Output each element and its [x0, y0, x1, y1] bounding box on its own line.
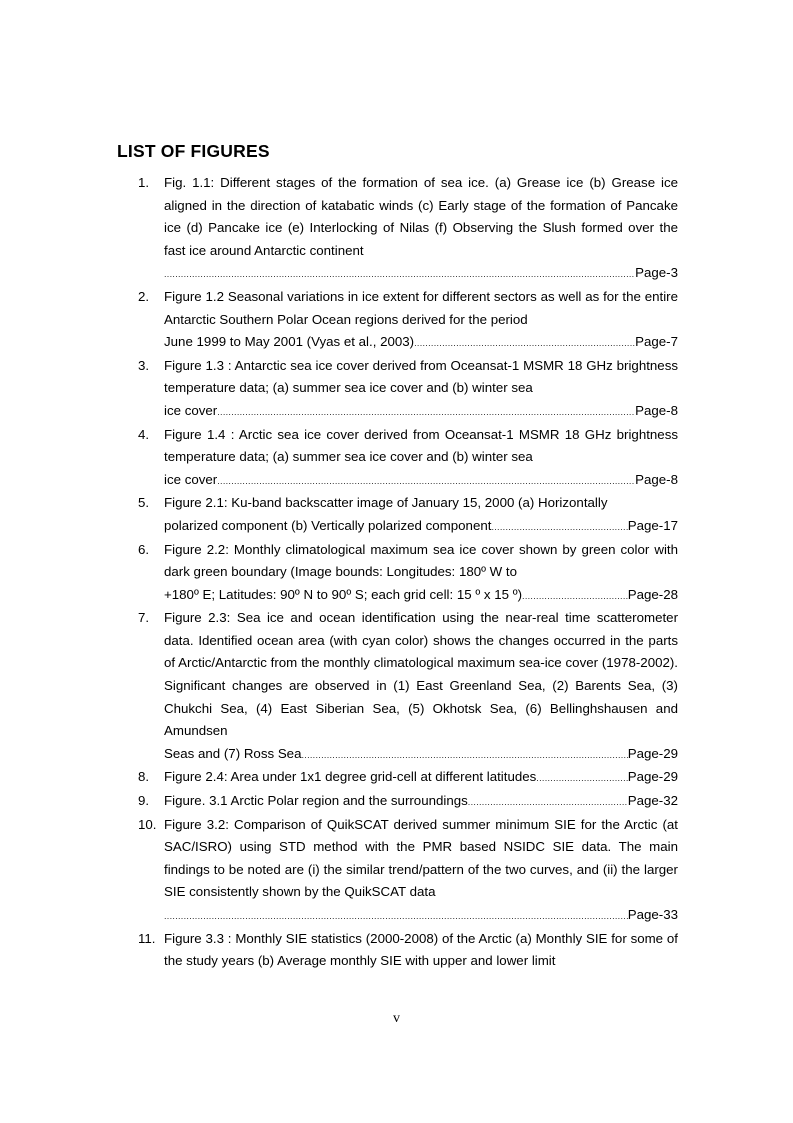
page-reference: Page-3: [635, 265, 678, 281]
leader-line: [164, 584, 678, 608]
figure-caption: Figure 2.1: Ku-band backscatter image of January 15, 2000 (a) Horizontally: [164, 495, 608, 511]
page-reference: Page-32: [627, 793, 678, 809]
list-item: [138, 355, 678, 424]
list-item: [138, 539, 678, 608]
item-number: 8.: [138, 769, 150, 785]
leader-line: [164, 904, 678, 928]
page-number: v: [393, 1011, 400, 1026]
dot-leader: [164, 905, 628, 928]
list-item: [138, 286, 678, 355]
list-item: [138, 172, 678, 286]
caption-tail: ice cover: [164, 471, 218, 487]
leader-line: [164, 469, 678, 493]
leader-line: [164, 515, 678, 539]
caption-tail: ice cover: [164, 402, 218, 418]
caption-tail: +180º E; Latitudes: 90º N to 90º S; each grid cell: 15 º x 15 º): [164, 586, 523, 602]
leader-line: [164, 743, 678, 767]
figure-caption: Figure 2.3: Sea ice and ocean identification using the near-real time scatterometer data. Identified ocean area (with cyan color) shows the changes occurred in the parts of Arctic/Antarctic from the monthly climatological maximum sea-ice cover (1978-2002). Significant changes are observed in (1) East Greenland Sea, (2) Barents Sea, (3) Chukchi Sea, (4) East Siberian Sea, (5) Okhotsk Sea, (6) Bellinghshausen and Amundsen: [164, 610, 678, 739]
dot-leader: [468, 791, 628, 814]
leader-line: [164, 400, 678, 424]
page-reference: Page-8: [635, 402, 678, 418]
dot-leader: [522, 585, 628, 608]
dot-leader: [301, 744, 627, 767]
item-number: 3.: [138, 357, 150, 373]
item-number: 11.: [138, 930, 156, 946]
item-number: 10.: [138, 816, 157, 832]
leader-line: [164, 790, 678, 814]
dot-leader: [217, 470, 635, 493]
list-item: [138, 766, 678, 790]
list-item: [138, 492, 678, 538]
caption-tail: Figure. 3.1 Arctic Polar region and the surroundings: [164, 793, 468, 809]
page-reference: Page-29: [627, 769, 678, 785]
page-reference: Page-33: [627, 907, 678, 922]
item-number: 7.: [138, 610, 150, 626]
list-item: [138, 928, 678, 973]
item-number: 9.: [138, 793, 150, 809]
list-item: [138, 814, 678, 928]
figure-caption: Figure 2.2: Monthly climatological maximum sea ice cover shown by green color with dark green boundary (Image bounds: Longitudes: 180º W to: [164, 541, 678, 580]
item-number: 4.: [138, 426, 150, 442]
page-reference: Page-29: [627, 745, 678, 761]
item-number: 2.: [138, 288, 150, 304]
figure-caption: Figure 1.3 : Antarctic sea ice cover derived from Oceansat-1 MSMR 18 GHz brightness temperature data; (a) summer sea ice cover and (b) winter sea: [164, 357, 678, 396]
figure-caption: Fig. 1.1: Different stages of the formation of sea ice. (a) Grease ice (b) Grease ice aligned in the direction of katabatic winds (c) Early stage of the formation of Pancake ice (d) Pancake ice (e) Interlocking of Nilas (f) Observing the Slush formed over the fast ice around Antarctic continent: [164, 175, 678, 258]
dot-leader: [414, 332, 635, 355]
item-number: 6.: [138, 541, 150, 557]
page-reference: Page-7: [635, 334, 678, 350]
figure-list: [138, 172, 678, 973]
dot-leader: [536, 767, 627, 790]
page-reference: Page-8: [635, 471, 678, 487]
page-reference: Page-17: [627, 517, 678, 533]
dot-leader: [164, 263, 635, 286]
leader-line: [164, 766, 678, 790]
figure-caption: Figure 1.4 : Arctic sea ice cover derived from Oceansat-1 MSMR 18 GHz brightness temperature data; (a) summer sea ice cover and (b) winter sea: [164, 426, 678, 465]
list-item: [138, 424, 678, 493]
list-item: [138, 790, 678, 814]
caption-tail: Figure 2.4: Area under 1x1 degree grid-cell at different latitudes: [164, 769, 537, 785]
leader-line: [164, 331, 678, 355]
leader-line: [164, 262, 678, 286]
list-item: [138, 607, 678, 766]
caption-tail: polarized component (b) Vertically polarized component: [164, 517, 492, 533]
page-title: LIST OF FIGURES: [117, 141, 270, 161]
caption-tail: June 1999 to May 2001 (Vyas et al., 2003): [164, 334, 415, 350]
item-number: 1.: [138, 175, 150, 190]
caption-tail: Seas and (7) Ross Sea: [164, 745, 302, 761]
figure-caption: Figure 1.2 Seasonal variations in ice extent for different sectors as well as for the entire Antarctic Southern Polar Ocean regions derived for the period: [164, 288, 678, 327]
dot-leader: [491, 516, 627, 539]
page-reference: Page-28: [627, 586, 678, 602]
figure-caption: Figure 3.2: Comparison of QuikSCAT derived summer minimum SIE for the Arctic (at SAC/ISRO) using STD method with the PMR based NSIDC SIE data. The main findings to be noted are (i) the similar trend/pattern of the two curves, and (ii) the larger SIE consistently shown by the QuikSCAT data: [164, 816, 678, 900]
item-number: 5.: [138, 495, 150, 511]
figure-caption: Figure 3.3 : Monthly SIE statistics (2000-2008) of the Arctic (a) Monthly SIE for some of the study years (b) Average monthly SIE with upper and lower limit: [164, 930, 678, 969]
dot-leader: [217, 401, 635, 424]
